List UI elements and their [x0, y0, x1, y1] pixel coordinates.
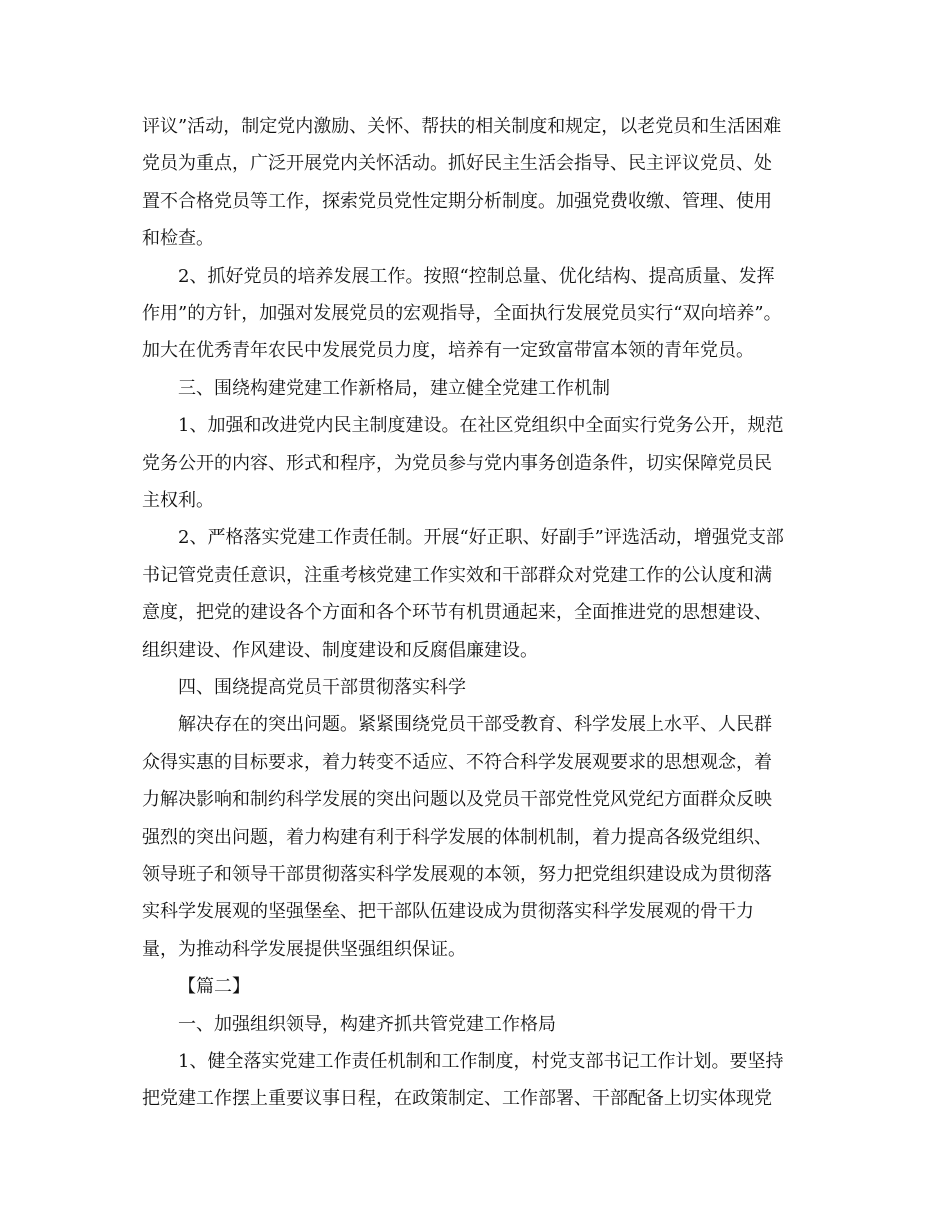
text-line: 强烈的突出问题，着力构建有利于科学发展的体制机制，着力提高各级党组织、: [142, 827, 772, 848]
text-line: 实科学发展观的坚强堡垒、把干部队伍建设成为贯彻落实科学发展观的骨干力: [142, 901, 754, 922]
section-heading: 三、围绕构建党建工作新格局，建立健全党建工作机制: [178, 378, 610, 399]
section-heading: 一、加强组织领导，构建齐抓共管党建工作格局: [178, 1014, 556, 1035]
section-heading: 【篇二】: [178, 976, 250, 997]
text-line: 组织建设、作风建设、制度建设和反腐倡廉建设。: [142, 640, 538, 661]
text-line: 党务公开的内容、形式和程序，为党员参与党内事务创造条件，切实保障党员民: [142, 453, 772, 474]
text-line: 众得实惠的目标要求，着力转变不适应、不符合科学发展观要求的思想观念，着: [142, 752, 772, 773]
paragraph-first-line: 1、加强和改进党内民主制度建设。在社区党组织中全面实行党务公开，规范: [178, 415, 784, 436]
text-line: 书记管党责任意识，注重考核党建工作实效和干部群众对党建工作的公认度和满: [142, 565, 772, 586]
text-line: 评议”活动，制定党内激励、关怀、帮扶的相关制度和规定，以老党员和生活困难: [142, 116, 782, 137]
text-line: 领导班子和领导干部贯彻落实科学发展观的本领，努力把党组织建设成为贯彻落: [142, 864, 772, 885]
text-line: 把党建工作摆上重要议事日程，在政策制定、工作部署、干部配备上切实体现党: [142, 1088, 772, 1109]
text-line: 置不合格党员等工作，探索党员党性定期分析制度。加强党费收缴、管理、使用: [142, 191, 772, 212]
text-line: 作用”的方针，加强对发展党员的宏观指导，全面执行发展党员实行“双向培养”。: [142, 303, 782, 324]
text-line: 主权利。: [142, 490, 214, 511]
text-line: 党员为重点，广泛开展党内关怀活动。抓好民主生活会指导、民主评议党员、处: [142, 153, 772, 174]
paragraph-first-line: 2、严格落实党建工作责任制。开展“好正职、好副手”评选活动，增强党支部: [178, 527, 784, 548]
text-line: 加大在优秀青年农民中发展党员力度，培养有一定致富带富本领的青年党员。: [142, 340, 754, 361]
text-line: 意度，把党的建设各个方面和各个环节有机贯通起来，全面推进党的思想建设、: [142, 602, 772, 623]
paragraph-first-line: 2、抓好党员的培养发展工作。按照“控制总量、优化结构、提高质量、发挥: [178, 266, 775, 287]
paragraph-first-line: 1、健全落实党建工作责任机制和工作制度，村党支部书记工作计划。要坚持: [178, 1051, 784, 1072]
text-line: 力解决影响和制约科学发展的突出问题以及党员干部党性党风党纪方面群众反映: [142, 789, 772, 810]
text-line: 量，为推动科学发展提供坚强组织保证。: [142, 939, 466, 960]
section-heading: 四、围绕提高党员干部贯彻落实科学: [178, 677, 466, 698]
text-line: 和检查。: [142, 228, 214, 249]
paragraph-first-line: 解决存在的突出问题。紧紧围绕党员干部受教育、科学发展上水平、人民群: [178, 714, 772, 735]
